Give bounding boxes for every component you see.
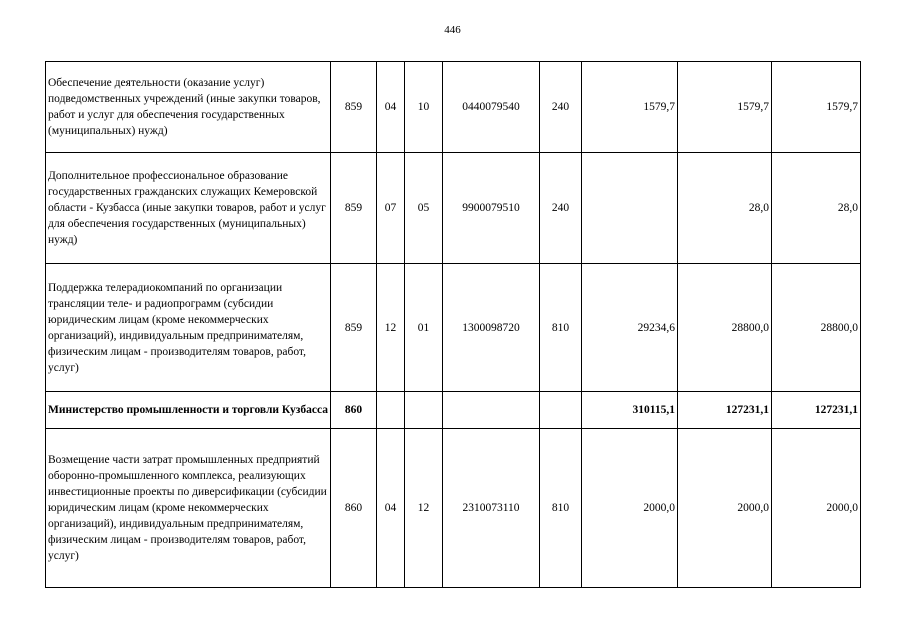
row-name: Возмещение части затрат промышленных предприятий оборонно-промышленного комплекса, реализующих инвестиционные проекты по диверсификации (субсидии юридическим лицам (кроме некоммерческих организаций), индивидуальным предпринимателям, физическим лицам - производителям товаров, работ, услуг) xyxy=(46,429,331,588)
row-name: Поддержка телерадиокомпаний по организации трансляции теле- и радиопрограмм (субсидии юридическим лицам (кроме некоммерческих организаций), индивидуальным предпринимателям, физическим лицам - производителям товаров, работ, услуг) xyxy=(46,264,331,392)
table-row xyxy=(46,264,861,392)
section-code: 07 xyxy=(377,153,405,264)
target-code xyxy=(443,392,540,429)
row-name: Министерство промышленности и торговли Кузбасса xyxy=(46,392,331,429)
sum-year-1 xyxy=(582,153,678,264)
sum-year-2: 1579,7 xyxy=(678,62,772,153)
target-code: 1300098720 xyxy=(443,264,540,392)
expense-type-code: 810 xyxy=(540,264,582,392)
ministry-code: 860 xyxy=(331,429,377,588)
sum-year-3: 28800,0 xyxy=(772,264,861,392)
expense-type-code: 810 xyxy=(540,429,582,588)
sum-year-2: 2000,0 xyxy=(678,429,772,588)
sum-year-3: 1579,7 xyxy=(772,62,861,153)
ministry-code: 859 xyxy=(331,62,377,153)
sum-year-1: 1579,7 xyxy=(582,62,678,153)
table-row xyxy=(46,153,861,264)
ministry-code: 859 xyxy=(331,264,377,392)
sum-year-3: 2000,0 xyxy=(772,429,861,588)
table-row-ministry-total xyxy=(46,392,861,429)
table-row xyxy=(46,62,861,153)
sum-year-3: 28,0 xyxy=(772,153,861,264)
row-name: Обеспечение деятельности (оказание услуг) подведомственных учреждений (иные закупки товаров, работ и услуг для обеспечения государственных (муниципальных) нужд) xyxy=(46,62,331,153)
target-code: 9900079510 xyxy=(443,153,540,264)
subsection-code: 05 xyxy=(405,153,443,264)
expense-type-code: 240 xyxy=(540,62,582,153)
row-name: Дополнительное профессиональное образование государственных гражданских служащих Кемеровской области - Кузбасса (иные закупки товаров, работ и услуг для обеспечения государственных (муниципальных) нужд) xyxy=(46,153,331,264)
sum-year-2: 28,0 xyxy=(678,153,772,264)
subsection-code: 01 xyxy=(405,264,443,392)
target-code: 0440079540 xyxy=(443,62,540,153)
sum-year-1: 2000,0 xyxy=(582,429,678,588)
target-code: 2310073110 xyxy=(443,429,540,588)
section-code: 04 xyxy=(377,429,405,588)
table-row xyxy=(46,429,861,588)
ministry-code: 859 xyxy=(331,153,377,264)
page-number: 446 xyxy=(444,24,461,36)
expense-type-code: 240 xyxy=(540,153,582,264)
section-code: 04 xyxy=(377,62,405,153)
sum-year-3: 127231,1 xyxy=(772,392,861,429)
ministry-code: 860 xyxy=(331,392,377,429)
budget-table xyxy=(45,61,861,588)
sum-year-2: 28800,0 xyxy=(678,264,772,392)
subsection-code xyxy=(405,392,443,429)
section-code: 12 xyxy=(377,264,405,392)
subsection-code: 12 xyxy=(405,429,443,588)
sum-year-1: 310115,1 xyxy=(582,392,678,429)
expense-type-code xyxy=(540,392,582,429)
section-code xyxy=(377,392,405,429)
sum-year-2: 127231,1 xyxy=(678,392,772,429)
subsection-code: 10 xyxy=(405,62,443,153)
sum-year-1: 29234,6 xyxy=(582,264,678,392)
